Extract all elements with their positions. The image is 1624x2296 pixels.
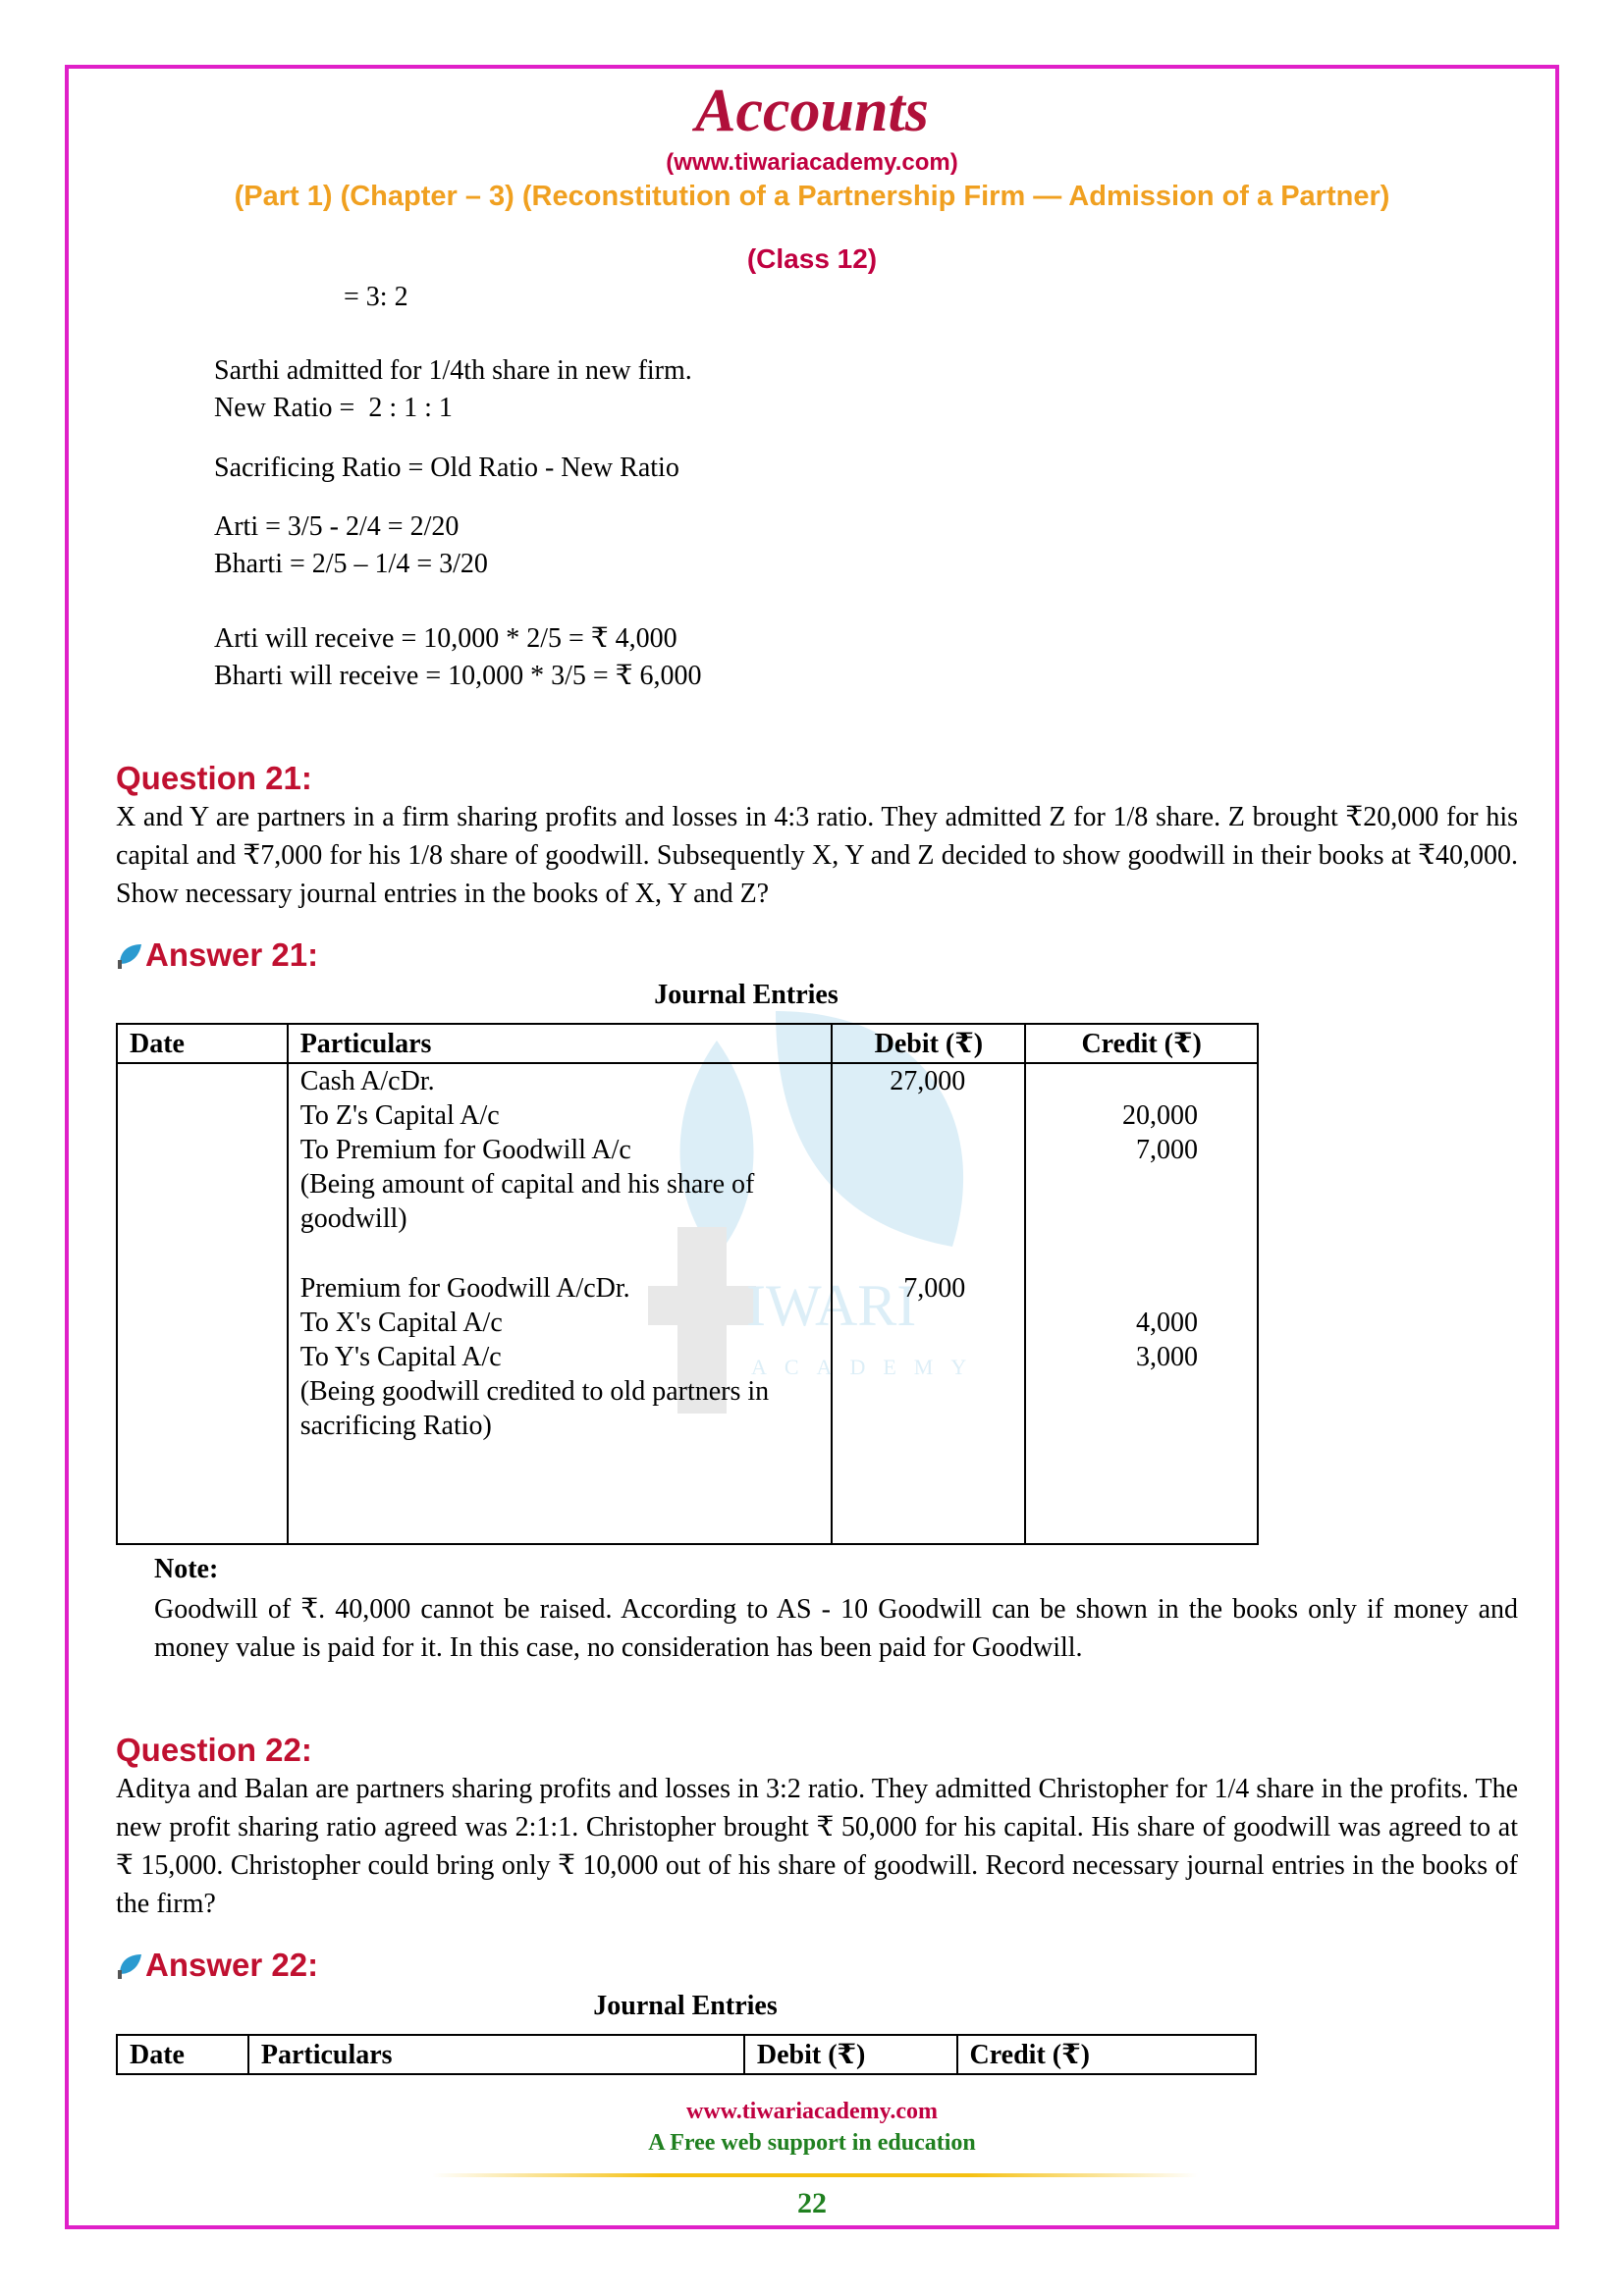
entry-line: Premium for Goodwill A/cDr. [299,1273,630,1304]
credit-value: 4,000 [1136,1308,1198,1338]
intro-line: = 3: 2 [344,282,408,312]
answer-21-heading [114,936,318,974]
question-22-heading: Question 22: [116,1732,312,1768]
intro-line: Arti will receive = 10,000 * 2/5 = ₹ 4,000 [214,623,677,654]
intro-line: New Ratio = 2 : 1 : 1 [214,393,453,423]
question-22-text: Aditya and Balan are partners sharing profits and losses in 3:2 ratio. They admitted Christopher for 1/4 share in the profits. The new profit sharing ratio agreed was 2:1:1. Christopher brought ₹ 50,000 for his capital. His share of goodwill was agreed to at ₹ 15,000. Christopher could bring only ₹ 10,000 out of his share of goodwill. Record necessary journal entries in the books of the firm? [116,1774,1518,1919]
debit-cell [832,1063,1025,1544]
column-header-credit: Credit (₹) [957,2035,1256,2074]
question-21-text: X and Y are partners in a firm sharing profits and losses in 4:3 ratio. They admitted Z for 1/8 share. Z brought ₹20,000 for his capital and ₹7,000 for his 1/8 share of goodwill. Subsequently X, Y and Z decided to show goodwill in their books at ₹40,000. Show necessary journal entries in the books of X, Y and Z? [116,802,1518,909]
date-cell [117,1063,288,1544]
column-header-date: Date [117,1024,288,1063]
entry-line: (Being goodwill credited to old partners in [299,1376,770,1407]
answer-22-label: Answer 22: [145,1947,319,1983]
particulars-cell [288,1063,833,1544]
class-label: (Class 12) [746,243,878,274]
debit-value: 7,000 [903,1273,966,1304]
journal-table-21 [116,1023,1259,1545]
credit-value: 7,000 [1136,1135,1198,1165]
chapter-heading: (Part 1) (Chapter – 3) (Reconstitution of a Partnership Firm — Admission of a Partner) [234,181,1390,212]
answer-22-heading [114,1947,318,1984]
entry-line: (Being amount of capital and his share of [299,1169,755,1200]
credit-value: 3,000 [1136,1342,1198,1372]
credit-value: 20,000 [1122,1100,1198,1131]
column-header-particulars: Particulars [248,2035,744,2074]
column-header-credit: Credit (₹) [1025,1024,1258,1063]
footer-divider [432,2173,1198,2177]
column-header-date: Date [117,2035,248,2074]
intro-line: Bharti = 2/5 – 1/4 = 3/20 [214,549,488,579]
entry-line: To Y's Capital A/c [299,1342,502,1372]
entry-line: To Premium for Goodwill A/c [299,1135,631,1165]
footer-website: www.tiwariacademy.com [686,2099,938,2124]
intro-line: Sarthi admitted for 1/4th share in new firm. [214,355,692,386]
intro-line: Bharti will receive = 10,000 * 3/5 = ₹ 6,000 [214,661,702,691]
note-text: Goodwill of ₹. 40,000 cannot be raised. According to AS - 10 Goodwill can be shown in the books only if money and money value is paid for it. In this case, no consideration has been paid for Goodwill. [154,1594,1518,1663]
journal-title-22: Journal Entries [593,1991,778,2021]
leaf-icon [114,940,143,970]
watermark-sub-text: ACADEMY [751,1355,985,1379]
note-heading: Note: [154,1554,219,1584]
page-title: Accounts [695,78,929,144]
leaf-icon [114,1950,143,1980]
journal-title-21: Journal Entries [654,980,839,1010]
entry-line: sacrificing Ratio) [299,1411,492,1441]
journal-table-22 [116,2034,1257,2075]
column-header-particulars: Particulars [288,1024,833,1063]
watermark-main-text: IWARI [746,1273,917,1338]
debit-value: 27,000 [890,1066,966,1096]
question-21-heading: Question 21: [116,760,312,796]
column-header-debit: Debit (₹) [832,1024,1025,1063]
entry-line: To X's Capital A/c [299,1308,503,1338]
intro-line: Arti = 3/5 - 2/4 = 2/20 [214,511,460,542]
table-header-row [117,2035,1256,2074]
column-header-debit: Debit (₹) [744,2035,957,2074]
credit-cell [1025,1063,1258,1544]
table-row [117,1063,1258,1544]
page-number: 22 [797,2187,827,2219]
entry-line: To Z's Capital A/c [299,1100,500,1131]
entry-line: Cash A/cDr. [299,1066,435,1096]
intro-line: Sacrificing Ratio = Old Ratio - New Ratio [214,453,679,483]
table-header-row [117,1024,1258,1063]
header-website: (www.tiwariacademy.com) [666,149,958,176]
footer-tagline: A Free web support in education [648,2130,976,2156]
answer-21-label: Answer 21: [145,936,319,973]
entry-line: goodwill) [299,1203,407,1234]
